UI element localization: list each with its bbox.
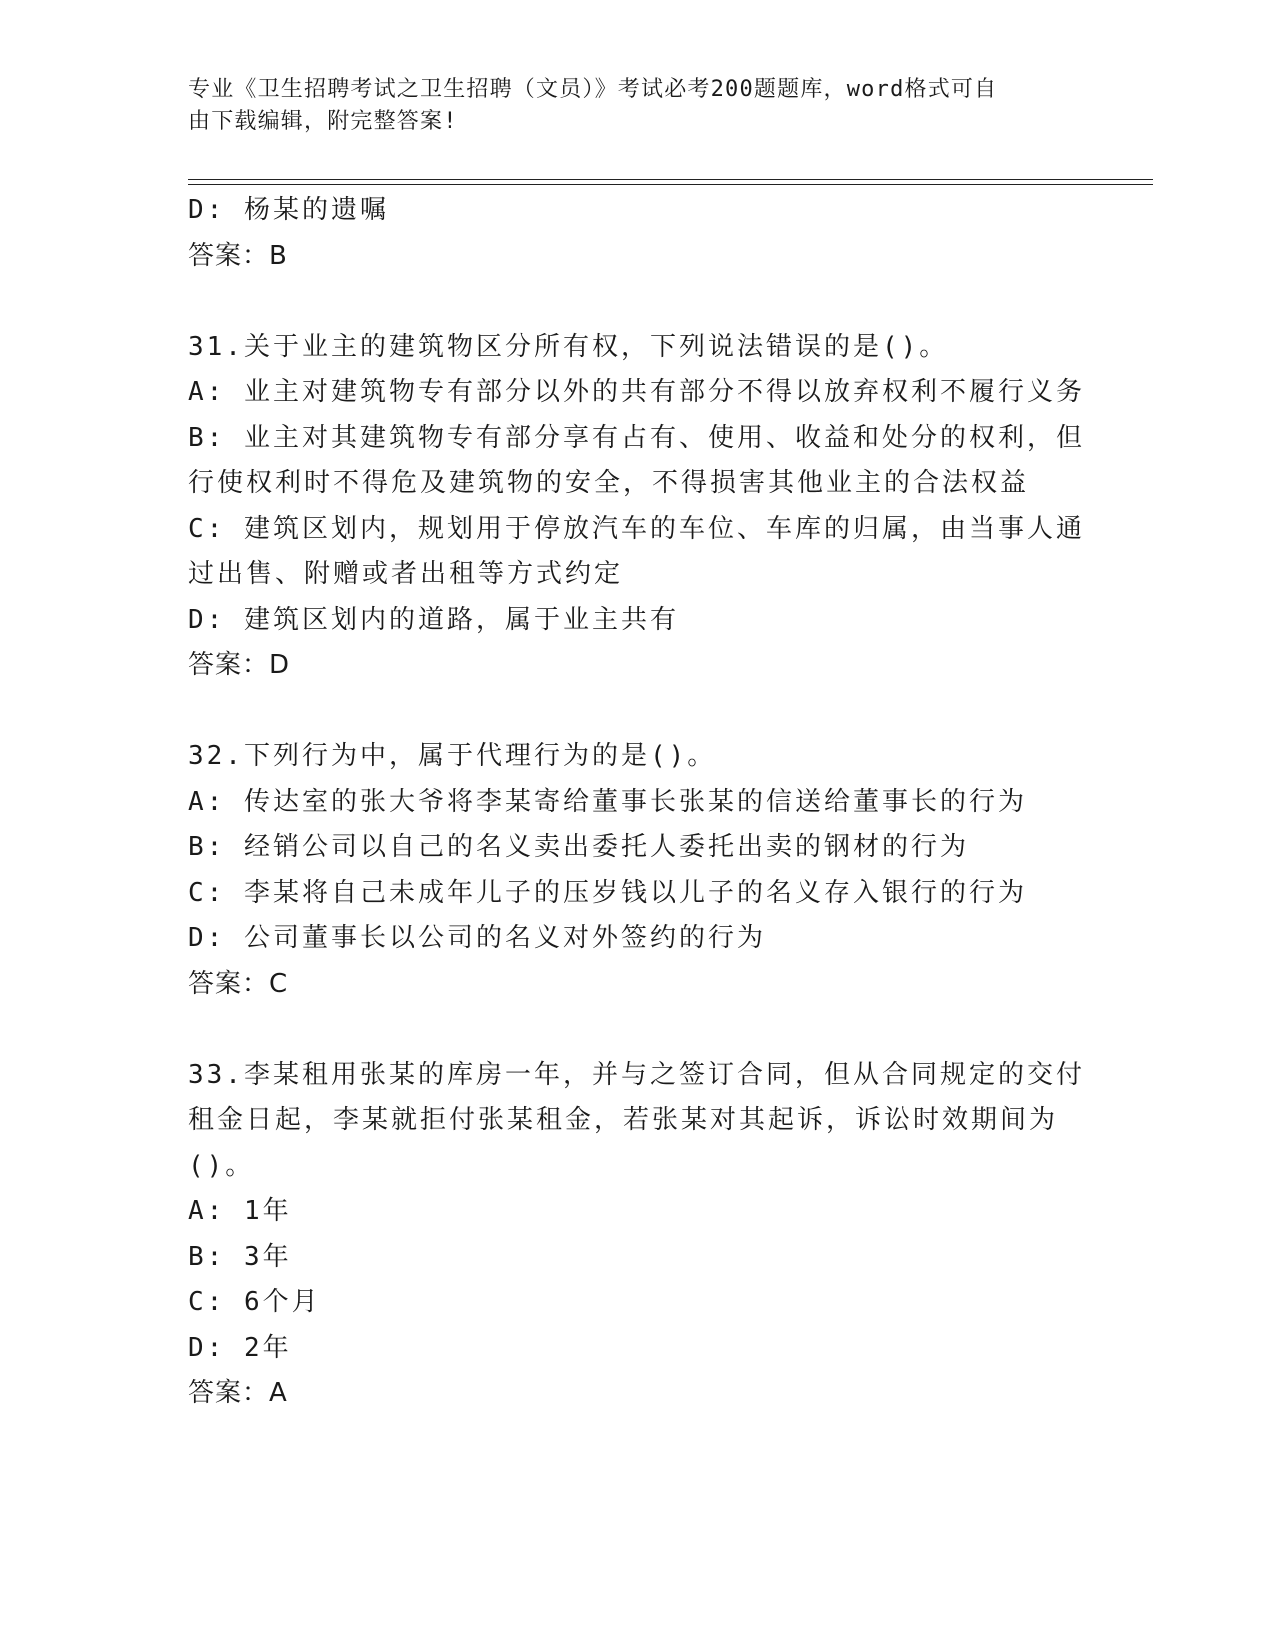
spacer: [188, 1007, 1088, 1053]
option-b-line-2: 行使权利时不得危及建筑物的安全，不得损害其他业主的合法权益: [188, 468, 1030, 498]
question-list: [188, 188, 1088, 1417]
answer-line: 答案：D: [188, 650, 291, 680]
option-d: D: 建筑区划内的道路，属于业主共有: [188, 604, 679, 635]
question-text-line-1: 33.李某租用张某的库房一年，并与之签订合同，但从合同规定的交付: [188, 1059, 1085, 1090]
answer-line: 答案：A: [188, 1378, 288, 1408]
option-b-line-1: B: 业主对其建筑物专有部分享有占有、使用、收益和处分的权利，但: [188, 422, 1085, 453]
option-c: C: 李某将自己未成年儿子的压岁钱以儿子的名义存入银行的行为: [188, 877, 1027, 908]
question-text: 32.下列行为中，属于代理行为的是()。: [188, 741, 717, 771]
option-a: A: 1年: [188, 1196, 292, 1226]
question-32: [188, 734, 1088, 1007]
option-d: D: 2年: [188, 1332, 292, 1363]
spacer: [188, 689, 1088, 735]
question-31: [188, 325, 1088, 689]
previous-question-tail: [188, 188, 1088, 279]
question-text-line-2: 租金日起，李某就拒付张某租金，若张某对其起诉，诉讼时效期间为: [188, 1105, 1059, 1135]
option-b: B: 经销公司以自己的名义卖出委托人委托出卖的钢材的行为: [188, 832, 969, 862]
question-33: [188, 1053, 1088, 1417]
question-text-line-3: ()。: [188, 1150, 255, 1181]
question-text: 31.关于业主的建筑物区分所有权，下列说法错误的是()。: [188, 331, 949, 362]
option-c: C: 6个月: [188, 1287, 321, 1317]
header-line-2: 由下载编辑，附完整答案!: [188, 109, 458, 134]
option-a: A: 业主对建筑物专有部分以外的共有部分不得以放弃权利不履行义务: [188, 377, 1085, 407]
option-b: B: 3年: [188, 1241, 292, 1272]
header-line-1: 专业《卫生招聘考试之卫生招聘（文员）》考试必考200题题库，word格式可自: [188, 77, 998, 102]
answer-line: 答案：B: [188, 240, 288, 271]
option-a: A: 传达室的张大爷将李某寄给董事长张某的信送给董事长的行为: [188, 786, 1027, 817]
document-header: [188, 74, 1068, 138]
spacer: [188, 279, 1088, 325]
option-d: D: 公司董事长以公司的名义对外签约的行为: [188, 923, 766, 953]
answer-line: 答案：C: [188, 968, 289, 999]
option-c-line-1: C: 建筑区划内，规划用于停放汽车的车位、车库的归属，由当事人通: [188, 513, 1085, 544]
option-d: D: 杨某的遗嘱: [188, 195, 389, 225]
header-divider-bottom: [188, 184, 1153, 185]
option-c-line-2: 过出售、附赠或者出租等方式约定: [188, 559, 624, 589]
header-divider-top: [188, 179, 1153, 180]
